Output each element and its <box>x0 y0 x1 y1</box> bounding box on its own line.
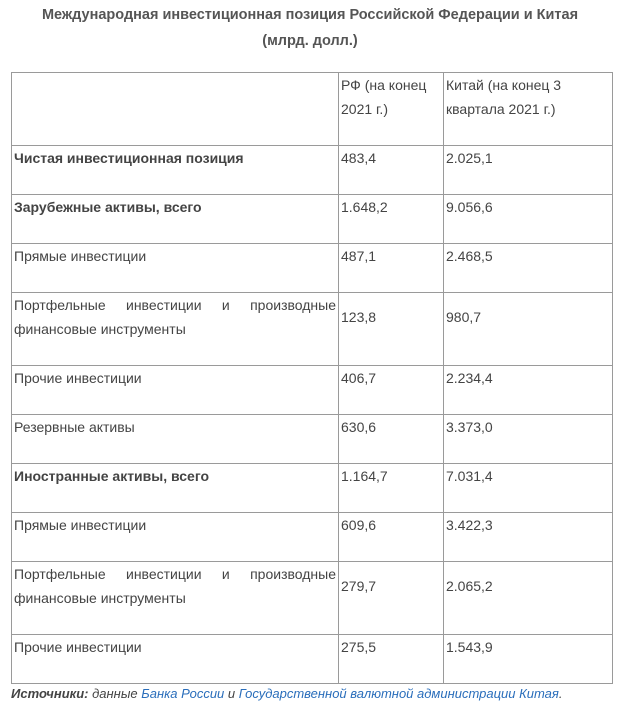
row-value-rf <box>339 562 444 635</box>
row-value-cn: 7.031,4 <box>444 464 613 513</box>
source-text-1: данные <box>88 686 142 701</box>
row-label: Прямые инвестиции <box>12 513 339 562</box>
row-value-cn: 3.373,0 <box>444 415 613 464</box>
source-text-2: и <box>224 686 239 701</box>
row-label: Прочие инвестиции <box>12 366 339 415</box>
row-label: Портфельные инвестиции и производные финансовые инструменты <box>12 562 339 635</box>
row-value-rf-text: 279,7 <box>341 578 377 594</box>
table-row <box>12 513 613 562</box>
source-note <box>11 686 562 701</box>
row-label: Резервные активы <box>12 415 339 464</box>
table-row <box>12 415 613 464</box>
table-header-row <box>12 73 613 146</box>
row-value-rf <box>339 293 444 366</box>
row-value-cn: 2.234,4 <box>444 366 613 415</box>
row-value-cn: 3.422,3 <box>444 513 613 562</box>
header-cell-cn: Китай (на конец 3 квартала 2021 г.) <box>444 73 613 146</box>
row-label: Прочие инвестиции <box>12 635 339 684</box>
row-value-rf: 1.648,2 <box>339 195 444 244</box>
source-prefix: Источники: <box>11 686 89 701</box>
row-value-rf: 487,1 <box>339 244 444 293</box>
row-value-cn: 2.468,5 <box>444 244 613 293</box>
row-label: Зарубежные активы, всего <box>12 195 339 244</box>
row-label: Прямые инвестиции <box>12 244 339 293</box>
row-value-rf: 406,7 <box>339 366 444 415</box>
table-row <box>12 562 613 635</box>
table-row <box>12 293 613 366</box>
row-label: Чистая инвестиционная позиция <box>12 146 339 195</box>
row-value-cn: 9.056,6 <box>444 195 613 244</box>
title-line-1: Международная инвестиционная позиция Российской Федерации и Китая <box>41 7 579 23</box>
table-row <box>12 366 613 415</box>
table-row <box>12 464 613 513</box>
row-value-rf: 275,5 <box>339 635 444 684</box>
row-value-cn-text: 2.065,2 <box>446 578 493 594</box>
row-value-rf: 609,6 <box>339 513 444 562</box>
table-row <box>12 635 613 684</box>
investment-position-table <box>11 72 613 684</box>
bank-of-russia-link[interactable]: Банка России <box>141 686 225 701</box>
source-text-3: . <box>558 686 563 701</box>
header-cell-rf: РФ (на конец 2021 г.) <box>339 73 444 146</box>
row-value-rf: 630,6 <box>339 415 444 464</box>
header-cell-empty <box>12 73 339 146</box>
table-row <box>12 195 613 244</box>
row-label: Иностранные активы, всего <box>12 464 339 513</box>
row-value-cn <box>444 293 613 366</box>
safe-china-link[interactable]: Государственной валютной администрации Китая <box>238 686 559 701</box>
row-value-rf: 483,4 <box>339 146 444 195</box>
page-title <box>0 2 620 54</box>
row-value-cn: 1.543,9 <box>444 635 613 684</box>
row-value-cn <box>444 562 613 635</box>
title-line-2: (млрд. долл.) <box>262 33 358 49</box>
table-row <box>12 244 613 293</box>
row-value-cn-text: 980,7 <box>446 309 482 325</box>
row-value-cn: 2.025,1 <box>444 146 613 195</box>
row-value-rf: 1.164,7 <box>339 464 444 513</box>
row-label: Портфельные инвестиции и производные финансовые инструменты <box>12 293 339 366</box>
table-row <box>12 146 613 195</box>
row-value-rf-text: 123,8 <box>341 309 377 325</box>
